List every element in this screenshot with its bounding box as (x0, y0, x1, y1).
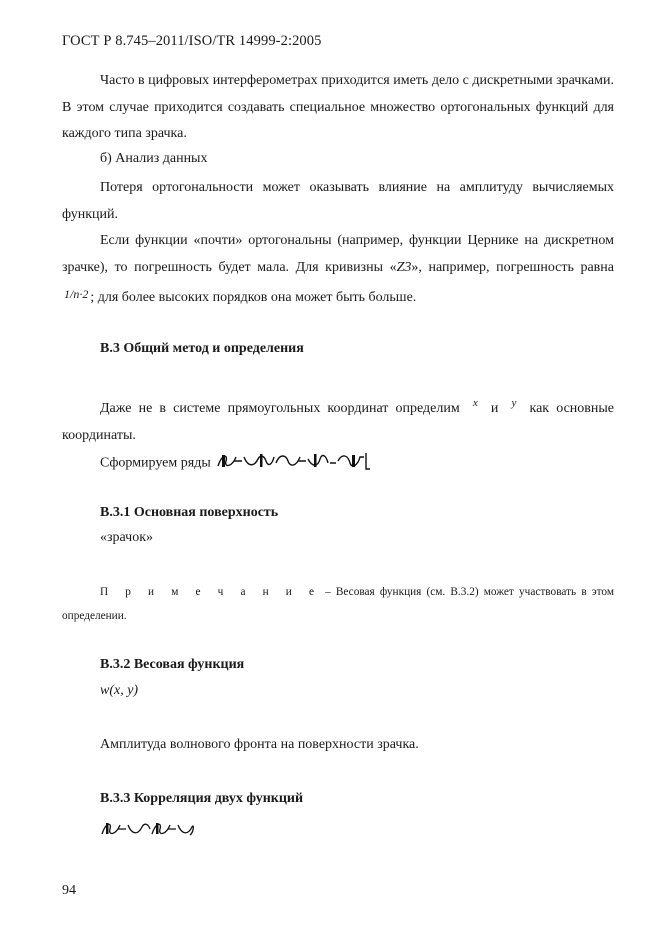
list-item-data-analysis: б) Анализ данных (100, 151, 208, 166)
section-heading-b31: В.3.1 Основная поверхность (100, 505, 279, 520)
page-number: 94 (62, 883, 76, 898)
paragraph-almost-orthogonal (62, 228, 614, 312)
paragraph-series (100, 451, 372, 476)
paragraph-discrete-pupils: Часто в цифровых интерферометрах приходится иметь дело с дискретными зрачками. В этом случае приходится создавать специальное множество ортогональных функций для каждого типа зрачка. (62, 73, 614, 141)
text-segment: как основные координаты. (62, 401, 614, 443)
symbol-x: x (472, 397, 478, 409)
series-text: Сформируем ряды (100, 455, 211, 471)
text-segment: и (483, 401, 506, 416)
text-segment: », например, погрешность равна (411, 259, 614, 275)
paragraph-coordinates (62, 390, 614, 449)
note-label: П р и м е ч а н и е (100, 586, 320, 598)
correlation-formula-image (100, 820, 196, 843)
paragraph-orthogonality-loss: Потеря ортогональности может оказывать влияние на амплитуду вычисляемых функций. (62, 180, 614, 222)
note-paragraph (62, 580, 614, 628)
section-heading-b32: В.3.2 Весовая функция (100, 657, 245, 672)
error-formula: 1/n·2 (64, 287, 89, 301)
section-heading-b33: В.3.3 Корреляция двух функций (100, 791, 304, 806)
series-formula-image (214, 451, 372, 476)
section-heading-b3: В.3 Общий метод и определения (100, 341, 304, 356)
note-text: – Весовая функция (см. В.3.2) может участвовать в этом определении. (62, 586, 614, 622)
text-segment: Если функции «почти» ортогональны (например, функции Цернике на дискретном зрачке), то погрешность будет мала. Для кривизны « (62, 233, 614, 275)
paragraph-wavefront-amplitude: Амплитуда волнового фронта на поверхности зрачка. (100, 737, 419, 752)
text-segment: Даже не в системе прямоугольных координат определим (100, 401, 467, 416)
term-pupil: «зрачок» (100, 530, 154, 545)
weight-function-formula: w(x, y) (100, 683, 139, 698)
text-segment: ; для более высоких порядков она может быть больше. (90, 290, 417, 305)
document-header: ГОСТ Р 8.745–2011/ISO/TR 14999-2:2005 (62, 33, 322, 49)
symbol-y: y (511, 397, 517, 409)
zernike-term: Z3 (396, 259, 412, 275)
